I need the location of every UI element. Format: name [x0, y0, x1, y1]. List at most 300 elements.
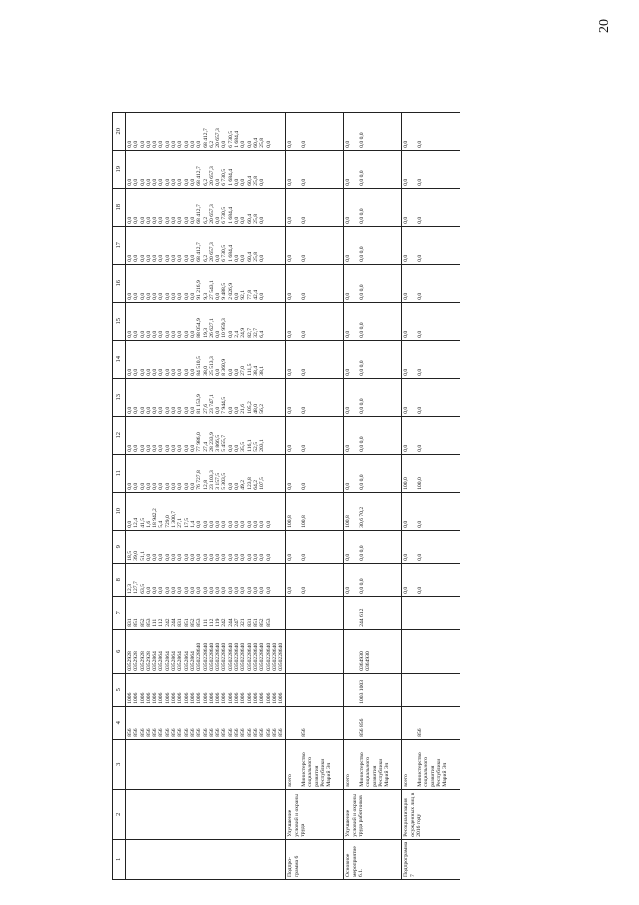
value-line: 0350228640: [252, 642, 259, 671]
value-line: 0,0: [152, 444, 159, 452]
value-line: 831: [177, 618, 184, 627]
cell-c16: [344, 264, 358, 302]
value-line: 0,0: [133, 444, 140, 452]
cell-c20: [126, 112, 286, 150]
value-line: 0,0 0,0: [358, 398, 365, 414]
value-line: 0,0: [133, 140, 140, 148]
cell-c6: [416, 629, 460, 673]
cell-c10: [402, 492, 416, 530]
value-line: 0,0: [133, 254, 140, 262]
value-line: 18 942,2: [152, 508, 159, 528]
value-line: 111: [202, 618, 209, 627]
cell-c4: [126, 706, 286, 739]
budget-table: [112, 112, 460, 880]
value-line: 0,0: [215, 368, 222, 376]
table-row: [126, 112, 286, 879]
cell-c18: [358, 188, 402, 226]
column-header-18: 18: [113, 188, 126, 226]
value-line: 0,0: [158, 216, 165, 224]
value-line: 0,0: [171, 444, 178, 452]
cell-c10: [416, 492, 460, 530]
value-line: 119: [215, 618, 222, 627]
value-line: 0,0: [345, 178, 352, 186]
value-line: 0,0: [127, 178, 133, 186]
value-line: 60,4: [252, 137, 259, 148]
cell-c20: [358, 112, 402, 150]
column-header-8: 8: [113, 563, 126, 596]
value-line: 0,0: [416, 330, 423, 338]
value-line: 0,0: [164, 406, 171, 414]
value-line: 1006: [152, 692, 159, 704]
value-line: 0,0: [259, 292, 266, 300]
value-line: 0,0: [234, 216, 241, 224]
value-line: 25,8: [259, 137, 266, 148]
value-line: 0,0: [416, 586, 423, 594]
value-line: 0,0: [416, 520, 423, 528]
cell-c15: [416, 302, 460, 340]
value-line: 856: [183, 728, 190, 737]
value-line: 856: [145, 728, 152, 737]
value-line: 856: [127, 728, 133, 737]
value-line: 856: [196, 728, 203, 737]
value-line: 1006: [221, 692, 228, 704]
value-line: 0,0: [196, 553, 203, 561]
cell-c18: [416, 188, 460, 226]
cell-c9: [300, 530, 344, 563]
value-line: 0,0: [403, 216, 410, 224]
cell-c19: [344, 150, 358, 188]
value-line: 0,0: [189, 254, 196, 262]
cell-c10: [344, 492, 358, 530]
value-line: 51,1: [139, 550, 146, 561]
value-line: 0,0: [287, 216, 294, 224]
value-line: 0350228640: [215, 642, 222, 671]
value-line: 1003 1003: [358, 680, 365, 704]
value-line: 1006: [246, 692, 253, 704]
value-line: 856: [208, 728, 215, 737]
cell-c18: [344, 188, 358, 226]
cell-c20: [344, 112, 358, 150]
cell-c18: [402, 188, 416, 226]
value-line: 0,0: [208, 586, 215, 594]
value-line: 853: [196, 618, 203, 627]
cell-c4: [300, 706, 344, 739]
value-line: 247: [234, 618, 241, 627]
value-line: 0,0: [158, 292, 165, 300]
cell-c4: [358, 706, 402, 739]
value-line: [278, 267, 284, 300]
value-line: 856: [133, 728, 140, 737]
value-line: 244: [171, 618, 178, 627]
value-line: 0,0: [171, 178, 178, 186]
cell-c4: [402, 706, 416, 739]
value-line: 856: [164, 728, 171, 737]
value-line: 856: [252, 728, 259, 737]
value-line: 0,0: [139, 216, 146, 224]
value-line: 0,0: [416, 368, 423, 376]
value-line: 123,8: [246, 477, 253, 490]
cell-c19: [402, 150, 416, 188]
value-line: 20 657,3: [208, 204, 215, 224]
value-line: 112: [208, 618, 215, 627]
value-line: 42,4: [252, 289, 259, 300]
value-line: 0,0: [196, 586, 203, 594]
value-line: 0,0: [145, 330, 152, 338]
value-line: 23 103,3: [208, 470, 215, 490]
cell-c1: [126, 839, 286, 879]
value-line: 0,0: [234, 520, 241, 528]
value-line: 0,0: [259, 520, 266, 528]
value-line: 0,0: [189, 292, 196, 300]
value-line: 0,0 0,0: [358, 322, 365, 338]
value-line: 0,0: [127, 444, 133, 452]
value-line: 0,0: [164, 254, 171, 262]
cell-c20: [402, 112, 416, 150]
value-line: 1 684,4: [227, 207, 234, 224]
value-line: 3 866,5: [215, 435, 222, 452]
value-line: 17,5: [183, 517, 190, 528]
table-row: [286, 112, 300, 879]
value-line: 60,4: [246, 175, 253, 186]
value-line: 0,0: [300, 330, 307, 338]
value-line: 1006: [265, 692, 272, 704]
value-line: 0364930 0364930: [358, 651, 372, 671]
value-line: 0,0: [227, 520, 234, 528]
cell-c15: [358, 302, 402, 340]
value-line: [278, 419, 284, 452]
value-line: 0,0: [300, 444, 307, 452]
value-line: [278, 566, 284, 594]
value-line: 852: [139, 618, 146, 627]
cell-c13: [300, 378, 344, 416]
value-line: 6,2: [202, 216, 209, 224]
value-line: 1006: [234, 692, 241, 704]
value-line: 0,0: [164, 178, 171, 186]
value-line: 0,0: [300, 292, 307, 300]
cell-c6: [126, 629, 286, 673]
value-line: 0,0: [177, 254, 184, 262]
cell-c12: [416, 416, 460, 454]
table-row: [358, 112, 402, 879]
value-line: 0,0: [145, 254, 152, 262]
cell-c7: [126, 596, 286, 629]
value-line: 0,0: [189, 140, 196, 148]
value-line: 853: [145, 618, 152, 627]
cell-c12: [286, 416, 300, 454]
value-line: 856: [171, 728, 178, 737]
value-line: 6 730,5: [221, 207, 228, 224]
value-line: 12,4: [133, 517, 140, 528]
cell-c19: [416, 150, 460, 188]
value-line: 831: [246, 618, 253, 627]
value-line: 0,0: [127, 482, 133, 490]
value-line: 0,0: [158, 406, 165, 414]
value-line: 91 216,9: [196, 280, 203, 300]
value-line: 0,0: [127, 254, 133, 262]
cell-c17: [300, 226, 344, 264]
value-line: 0,0: [416, 553, 423, 561]
value-line: 0,0: [227, 586, 234, 594]
cell-c16: [358, 264, 402, 302]
column-header-5: 5: [113, 673, 126, 706]
value-line: 23 747,1: [208, 394, 215, 414]
value-line: 0,0: [183, 406, 190, 414]
value-line: 0,0: [189, 482, 196, 490]
value-line: 0,0: [158, 330, 165, 338]
value-line: 92,1: [240, 289, 247, 300]
value-line: 0,0 0,0: [358, 578, 365, 594]
value-line: 0,0: [287, 178, 294, 186]
value-line: 0350228640: [202, 642, 209, 671]
cell-c17: [416, 226, 460, 264]
value-line: 1,4: [189, 520, 196, 528]
value-line: 68 412,7: [196, 204, 203, 224]
value-line: 852: [259, 618, 266, 627]
value-line: 851: [183, 618, 190, 627]
value-line: 20 657,3: [215, 128, 222, 148]
value-line: 0,0: [416, 140, 423, 148]
column-header-14: 14: [113, 340, 126, 378]
value-line: 0,0: [234, 586, 241, 594]
cell-c7: [416, 596, 460, 629]
program-name: Ресоциализация осужденных лиц в 2016 году: [402, 789, 460, 839]
value-line: 0,0: [189, 368, 196, 376]
cell-c13: [416, 378, 460, 416]
value-line: 0,0: [246, 553, 253, 561]
value-line: 0350228640: [271, 642, 278, 671]
cell-c17: [402, 226, 416, 264]
value-line: [278, 457, 284, 490]
value-line: 1006: [202, 692, 209, 704]
value-line: 0352928: [127, 651, 133, 671]
value-line: 0,0: [202, 520, 209, 528]
cell-c9: [344, 530, 358, 563]
value-line: 0,0 0,0: [358, 246, 365, 262]
value-line: 0,0: [300, 178, 307, 186]
value-line: 1,6: [145, 520, 152, 528]
cell-c15: [344, 302, 358, 340]
value-line: 82,7: [246, 327, 253, 338]
value-line: 0,0: [215, 178, 222, 186]
column-header-13: 13: [113, 378, 126, 416]
value-line: 25,8: [252, 251, 259, 262]
cell-c11: [300, 454, 344, 492]
value-line: 856: [246, 728, 253, 737]
cell-c15: [402, 302, 416, 340]
cell-c13: [286, 378, 300, 416]
cell-c13: [402, 378, 416, 416]
cell-c15: [300, 302, 344, 340]
value-line: 0,0: [189, 553, 196, 561]
cell-c16: [286, 264, 300, 302]
executor: всего: [402, 739, 416, 789]
value-line: [278, 229, 284, 262]
value-line: 0,0: [139, 406, 146, 414]
value-line: 81 153,9: [196, 394, 203, 414]
value-line: 0,0: [234, 553, 241, 561]
value-line: 5 303,5: [221, 473, 228, 490]
cell-c10: [358, 492, 402, 530]
value-line: 5,4: [158, 520, 165, 528]
value-line: 0,0: [171, 482, 178, 490]
value-line: 64,2: [252, 479, 259, 490]
value-line: 1006: [133, 692, 140, 704]
value-line: 0,0: [133, 482, 140, 490]
cell-c18: [286, 188, 300, 226]
value-line: 100,0: [416, 477, 423, 490]
cell-c6: [344, 629, 358, 673]
cell-c16: [416, 264, 460, 302]
value-line: 0,0: [183, 553, 190, 561]
value-line: [278, 305, 284, 338]
value-line: 25 513,3: [208, 356, 215, 376]
value-line: 9 488,5: [221, 283, 228, 300]
table-row: [300, 112, 344, 879]
value-line: 0,0: [164, 368, 171, 376]
value-line: 0,0: [177, 330, 184, 338]
cell-c11: [344, 454, 358, 492]
cell-c6: [402, 629, 416, 673]
value-line: 0,0: [158, 178, 165, 186]
value-line: 0,0: [221, 520, 228, 528]
value-line: 0,0: [183, 178, 190, 186]
cell-c16: [300, 264, 344, 302]
value-line: 111,5: [246, 363, 253, 376]
executor: всего: [344, 739, 358, 789]
value-line: 0,0: [403, 254, 410, 262]
value-line: 0,0: [171, 216, 178, 224]
value-line: 0,0: [164, 330, 171, 338]
cell-c12: [126, 416, 286, 454]
value-line: 0,0: [246, 520, 253, 528]
value-line: 0,0: [158, 140, 165, 148]
value-line: 107,5: [259, 477, 266, 490]
value-line: 0350228640: [265, 642, 272, 671]
cell-c7: [300, 596, 344, 629]
value-line: 6 730,5: [221, 245, 228, 262]
value-line: 0,0: [152, 406, 159, 414]
value-line: 32,7: [252, 327, 259, 338]
value-line: 0350228640: [221, 642, 228, 671]
value-line: 0,0: [127, 330, 133, 338]
value-line: 0,0: [345, 368, 352, 376]
value-line: 38,4: [252, 365, 259, 376]
value-line: 0,0: [152, 254, 159, 262]
value-line: 0,0: [416, 254, 423, 262]
value-line: 856: [271, 728, 278, 737]
value-line: 63,5: [139, 583, 146, 594]
value-line: 0,0 0,0: [358, 208, 365, 224]
value-line: 0,0: [221, 140, 228, 148]
value-line: 1006: [196, 692, 203, 704]
program-name: Улучшение условий и охраны труда: [286, 789, 344, 839]
value-line: 0,0: [345, 406, 352, 414]
value-line: 0,0: [259, 216, 266, 224]
value-line: 0352864: [158, 651, 165, 671]
value-line: [278, 381, 284, 414]
value-line: 0,0: [177, 292, 184, 300]
value-line: 0,0: [127, 292, 133, 300]
value-line: 0,0: [259, 178, 266, 186]
value-line: 1006: [240, 692, 247, 704]
value-line: 0,0: [240, 254, 247, 262]
value-line: 0352864: [152, 651, 159, 671]
table-row: [402, 112, 416, 879]
value-line: 0,0: [345, 553, 352, 561]
cell-c5: [286, 673, 300, 706]
value-line: 0,0: [287, 330, 294, 338]
value-line: 0,0: [189, 586, 196, 594]
value-line: 1006: [252, 692, 259, 704]
value-line: 27,6: [202, 403, 209, 414]
value-line: 0,0: [221, 586, 228, 594]
value-line: 0350228640: [234, 642, 241, 671]
value-line: 0,0: [171, 140, 178, 148]
value-line: 0,0: [133, 216, 140, 224]
value-line: 856: [265, 728, 272, 737]
value-line: 0,0: [234, 178, 241, 186]
value-line: [278, 343, 284, 376]
value-line: 0,0: [345, 216, 352, 224]
value-line: 0,0: [152, 140, 159, 148]
value-line: 0,0: [152, 216, 159, 224]
value-line: 856: [234, 728, 241, 737]
value-line: 0,0: [164, 482, 171, 490]
value-line: 0,0: [152, 178, 159, 186]
value-line: 0,0: [240, 140, 247, 148]
value-line: 0,0: [403, 330, 410, 338]
cell-c4: [416, 706, 460, 739]
value-line: 0,0: [403, 406, 410, 414]
cell-c11: [358, 454, 402, 492]
value-line: 1006: [139, 692, 146, 704]
value-line: 0,0: [252, 586, 259, 594]
column-header-19: 19: [113, 150, 126, 188]
value-line: 0,0: [145, 178, 152, 186]
value-line: 0352928: [139, 651, 146, 671]
value-line: 77 986,0: [196, 432, 203, 452]
cell-c13: [126, 378, 286, 416]
value-line: [278, 599, 284, 627]
value-line: 24,9: [240, 327, 247, 338]
value-line: 1006: [177, 692, 184, 704]
value-line: 0,0 0,0: [358, 474, 365, 490]
value-line: 856: [139, 728, 146, 737]
value-line: 0,0: [177, 140, 184, 148]
value-line: 76 727,8: [196, 470, 203, 490]
value-line: 0,0: [183, 368, 190, 376]
value-line: 100,8: [345, 515, 352, 528]
value-line: 0,0: [202, 586, 209, 594]
value-line: 12,8: [202, 479, 209, 490]
value-line: 0,0: [345, 330, 352, 338]
value-line: 0,0: [171, 368, 178, 376]
value-line: 12,3: [127, 583, 133, 594]
cell-c9: [416, 530, 460, 563]
value-line: 0,0: [164, 553, 171, 561]
value-line: 127,7: [133, 581, 140, 594]
value-line: 0,0: [265, 140, 272, 148]
cell-c14: [126, 340, 286, 378]
column-header-17: 17: [113, 226, 126, 264]
value-line: [278, 533, 284, 561]
value-line: 0,0: [152, 482, 159, 490]
value-line: 244: [227, 618, 234, 627]
table-row: [344, 112, 358, 879]
cell-c10: [286, 492, 300, 530]
value-line: 10 959,3: [221, 318, 228, 338]
value-line: 0,0: [345, 586, 352, 594]
